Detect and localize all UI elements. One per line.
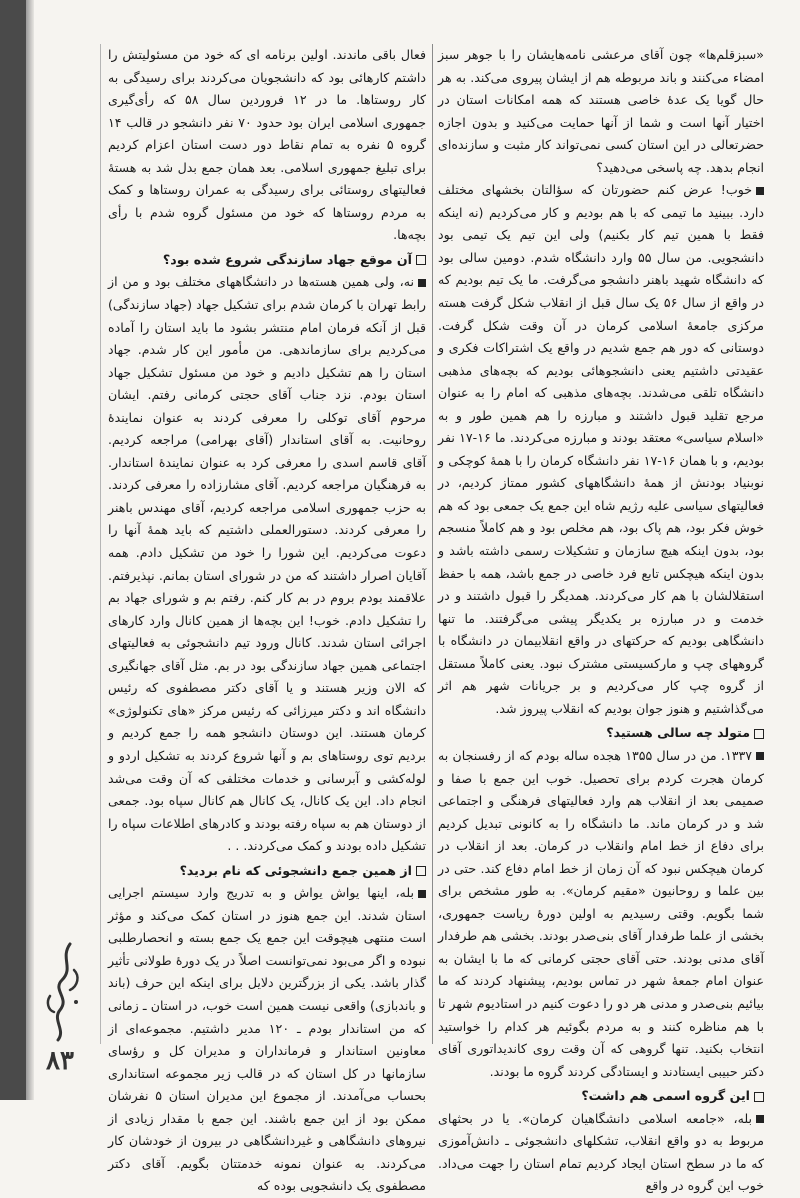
answer-paragraph: بله، «جامعه اسلامی دانشگاهیان کرمان». یا در بحثهای مربوط به دو واقع انقلاب، تشکلهای دانشجوئی ـ دانش‌آموزی که ما در سطح استان ایجاد کردیم تمام استان را جهت می‌داد. خوب این گروه در واقع [438, 1108, 764, 1198]
question-heading: آن موقع جهاد سازندگی شروع شده بود؟ [108, 249, 426, 272]
answer-paragraph: ۱۳۳۷. من در سال ۱۳۵۵ هجده ساله بودم که از رفسنجان به کرمان هجرت کردم برای تحصیل. خوب این جمع با صفا و صمیمی بعد از انقلاب هم وارد فعالیتهای فرهنگی و اجتماعی شد و در کرمان ماند. ما دانشگاه را به کانونی تبدیل کردیم برای دفاع از خط امام وانقلاب در کرمان. بعد از انقلاب در کرمان هیچکس نبود که آن زمان از خط امام دفاع کند. حتی در بین علما و روحانیون «مقیم کرمان». به طور مشخص برای شما بگویم. وقتی رسیدیم به اولین دورهٔ ریاست جمهوری، بخشی از علما طرفدار آقای بنی‌صدر بودند. بخشی هم طرفدار آقای مدنی بودند. حتی آقای حجتی کرمانی که ما با ایشان به عنوان امام جمعهٔ شهر در تماس بودیم، پیشنهاد کردند که ما بیائیم بنی‌صدر و مدنی هر دو را دعوت کنیم در استادیوم شهر تا با هم مناظره کنند و به مردم بگوئیم هر کدام را خواستید انتخاب بکنید. تنها گروهی که آن وقت روی کاندیداتوری آقای دکتر حبیبی ایستادند و ایستادگی کردند گروه ما بودند. [438, 745, 764, 1083]
answer-paragraph: نه، ولی همین هسته‌ها در دانشگاههای مختلف بود و من از رابط تهران با کرمان شدم برای تشکیل جهاد (جهاد سازندگی) قبل از آنکه فرمان امام منتشر بشود ما باید استان را آماده می‌کردیم برای سازماندهی. من مأمور این کار شدم. جهاد استان را هم تشکیل دادیم و خود من مسئول تشکیل جهاد استان بودم. نزد جناب آقای حجتی کرمانی رفتم. ایشان مرحوم آقای توکلی را معرفی کردند به عنوان نمایندهٔ روحانیت. به آقای استاندار (آقای بهرامی) مراجعه کردیم. آقای قاسم اسدی را معرفی کرد به عنوان نمایندهٔ استاندار. به فرهنگیان مراجعه کردیم. آقای مشارزاده را معرفی کردند. به حزب جمهوری اسلامی مراجعه کردیم، آقای مهندس باهنر را معرفی کردند. دستورالعملی داشتیم که باید همهٔ آنها را دعوت می‌کردیم. این شورا را خود من تشکیل دادم. همه آقایان اصرار داشتند که من در شورای استان بمانم. نپذیرفتم. علاقمند بودم بروم در بم کار کنم. رفتم بم و شورای جهاد بم را تشکیل دادم. خوب! این بچه‌ها از همین کانال وارد کارهای اجرائی استان شدند. کانال ورود تیم دانشجوئی به فعالیتهای اجتماعی همین جهاد سازندگی بود در بم. مثل آقای جهانگیری که الان وزیر هستند و یا آقای دکتر مصطفوی که رئیس دانشگاه اند و دکتر میرزائی که رئیس مرکز «های تکنولوژی» کرمان هستند. این دوستان دانشجو همه را جمع کردیم و بردیم توی روستاهای بم و آنها شروع کردند به تشکیل اردو و لوله‌کشی و آبرسانی و خدمات مختلفی که آن وقت می‌شد انجام داد. این یک کانال، یک کانال هم کانال سپاه بود. جمعی از دوستان هم به سپاه رفته بودند و کادرهای اطلاعات سپاه را تشکیل داده بودند و کمک می‌کردند. . . [108, 271, 426, 857]
column-divider [432, 44, 433, 1044]
intro-paragraph: «سبزقلم‌ها» چون آقای مرعشی نامه‌هایشان را با جوهر سبز امضاء می‌کنند و باند مربوطه هم از ایشان پیروی می‌کند. به هر حال گویا یک عدهٔ خاصی هستند که همه امکانات استان در اختیار آنها است و شما از آنها حمایت می‌کنید و بدون اجازه حضرتعالی در این استان کسی نمی‌تواند کار مثبت و سازنده‌ای انجام بدهد. چه پاسخی می‌دهید؟ [438, 47, 764, 175]
kerman-logo [40, 940, 86, 1044]
answer-paragraph: بله، اینها یواش یواش و به تدریج وارد سیستم اجرایی استان شدند. این جمع هنوز در استان کمک می‌کند و مؤثر است منتهی هیچوقت این جمع یک جمع بسته و انحصارطلبی نبوده و اگر می‌بود نمی‌توانست اصلاً در یک دورهٔ طولانی تأثیر گذار باشد. یکی از بزرگترین دلایل برای اینکه این حرف (باند و باندبازی) واقعی نیست همین است خوب، در استان ـ زمانی که من استاندار بودم ـ ۱۲۰ مدیر داشتیم. مجموعه‌ای از معاونین استاندار و فرمانداران و مدیران کل و رؤسای سازمانها در کل استان که در قالب زیر مجموعه استانداری بحساب می‌آمدند. از مجموع این مدیران استان ۵ نفرشان ممکن بود از این جمع باشند. این جمع با مقدار زیادی از نیروهای دانشگاهی و غیردانشگاهی در بیرون از خودشان کار می‌کردند. به عنوان نمونه خدمتتان بگویم. آقای دکتر مصطفوی یک دانشجویی بوده که [108, 882, 426, 1198]
continued-paragraph: فعال باقی ماندند. اولین برنامه ای که خود من مسئولیتش را داشتم کارهائی بود که دانشجویان می‌کردند برای رسیدگی به کار روستاها. ما در ۱۲ فروردین سال ۵۸ که رأی‌گیری جمهوری اسلامی ایران بود حدود ۷۰ نفر دانشجو در قالب ۱۴ گروه ۵ نفره به تمام نقاط دور دست استان اعزام کردیم برای تبلیغ جمهوری اسلامی. بعد همان جمع بدل شد به هستهٔ فعالیتهای روستائی برای رسیدگی به عمران روستاها و کمک به مردم روستاها که خود من مسئول گروه شدم با رأی بچه‌ها. [108, 47, 427, 243]
question-heading: این گروه اسمی هم داشت؟ [438, 1085, 764, 1108]
margin-rule [100, 44, 101, 1044]
left-text-column [108, 44, 427, 1194]
question-heading: از همین جمع دانشجوئی که نام بردید؟ [108, 860, 426, 883]
page-number: ۸۳ [46, 1046, 74, 1076]
question-heading: متولد چه سالی هستید؟ [438, 722, 764, 745]
binding-shadow [26, 0, 34, 1100]
binding-gutter [0, 0, 26, 1100]
right-text-column [438, 44, 765, 1194]
answer-paragraph: خوب! عرض کنم حضورتان که سؤالتان بخشهای مختلف دارد. ببینید ما تیمی که با هم بودیم و کار می‌کردیم (نه اینکه فقط با همین تیم کار بکنیم) ولی این تیم یک تیمی بود دانشجویی. من سال ۵۵ وارد دانشگاه شدم. دومین سالی بود که دانشگاه شهید باهنر دانشجو می‌گرفت. ما یک تیم بودیم که در واقع از سال ۵۶ یک سال قبل از انقلاب شکل گرفت هسته مرکزی جامعهٔ اسلامی کرمان در آن وقت شکل گرفت. دوستانی که دور هم جمع شدیم در واقع یک اشتراکات فکری و عقیدتی داشتیم یعنی دانشجوهائی بودیم که بچه‌های مذهبی دانشگاه تلقی می‌شدند. بچه‌های مذهبی که امام را به عنوان مرجع تقلید قبول داشتند و مبارزه را هم همین طور و به «اسلام سیاسی» معتقد بودند و مبارزه می‌کردند. ما ۱۶-۱۷ نفر بودیم، و با همان ۱۶-۱۷ نفر دانشگاه کرمان را با همهٔ کوچکی و نوبنیاد بودنش از همهٔ دانشگاههای کشور ممتاز کردیم، در فعالیتهای سیاسی علیه رژیم شاه این جمع یک جمعی بود که هم خوش فکر بود، هم پاک بود، هم مخلص بود و هم کاملاً منسجم بود، بدون اینکه هیچ سازمان و تشکیلات رسمی داشته باشد و بدون اینکه هیچکس تابع فرد خاصی در جمع باشد، همه با حفظ استقلالشان با هم کار می‌کردند. همدیگر را قبول داشتند و در خدمت و در مبارزه بر یکدیگر پیشی می‌گرفتند. ما تنها دانشگاهی بودیم که حرکتهای در واقع انقلابیمان در دانشگاه با گروههای چپ و مارکسیستی مشترک نبود. یعنی کاملاً مستقل از گروه چپ کار می‌کردیم و بر جریانات شهر هم اثر می‌گذاشتیم و هنوز جوان بودیم که انقلاب پیروز شد. [438, 179, 764, 720]
